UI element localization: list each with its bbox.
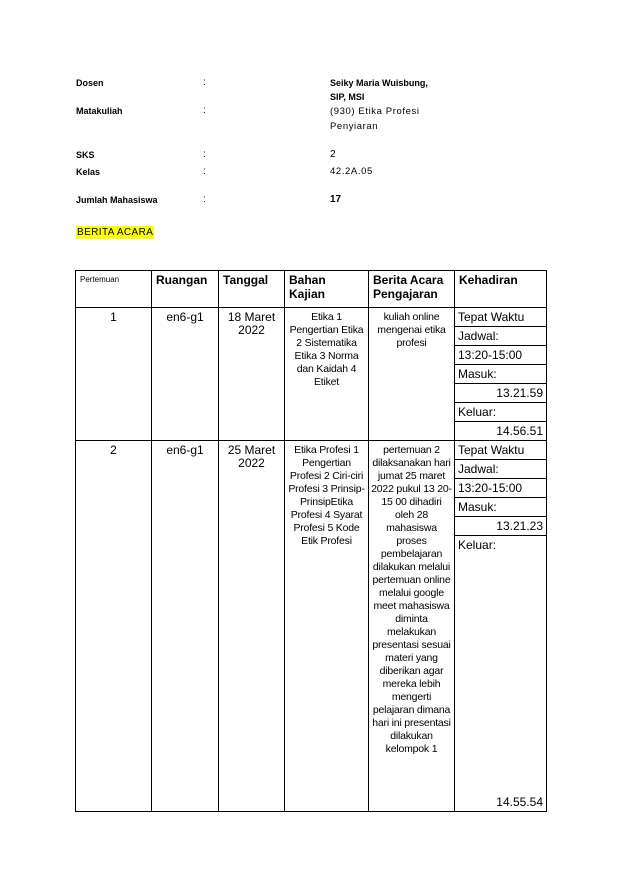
cell-tanggal: 18 Maret 2022 <box>219 308 285 441</box>
keluar-label: Keluar: <box>455 403 546 422</box>
table-row <box>76 441 547 812</box>
matakuliah-row <box>76 104 546 148</box>
colon: : <box>203 166 206 177</box>
cell-kehadiran <box>455 441 547 812</box>
kelas-label: Kelas <box>76 167 101 177</box>
matakuliah-value-line2: Penyiaran <box>330 121 379 132</box>
kehadiran-spacer <box>455 554 546 793</box>
keluar-value: 14.55.54 <box>496 795 543 809</box>
cell-pertemuan: 1 <box>76 308 152 441</box>
header-kehadiran: Kehadiran <box>455 271 547 308</box>
header-bahan: Bahan Kajian <box>285 271 369 308</box>
cell-kehadiran <box>455 308 547 441</box>
course-info <box>76 76 546 210</box>
kelas-row <box>76 165 546 193</box>
cell-berita: kuliah online mengenai etika profesi <box>369 308 455 441</box>
table-header-row <box>76 271 547 308</box>
header-tanggal: Tanggal <box>219 271 285 308</box>
header-berita: Berita Acara Pengajaran <box>369 271 455 308</box>
cell-ruangan: en6-g1 <box>152 308 219 441</box>
header-ruangan: Ruangan <box>152 271 219 308</box>
masuk-value: 13.21.23 <box>455 517 546 536</box>
cell-pertemuan: 2 <box>76 441 152 812</box>
colon: : <box>203 149 206 160</box>
dosen-label: Dosen <box>76 78 104 88</box>
tepat-waktu: Tepat Waktu <box>455 308 546 327</box>
masuk-label: Masuk: <box>455 498 546 517</box>
colon: : <box>203 194 206 205</box>
header-pertemuan: Pertemuan <box>76 271 152 308</box>
jumlah-value: 17 <box>330 194 342 205</box>
cell-bahan: Etika 1 Pengertian Etika 2 Sistematika Etika 3 Norma dan Kaidah 4 Etiket <box>285 308 369 441</box>
table-row <box>76 308 547 441</box>
masuk-value: 13.21.59 <box>455 384 546 403</box>
colon: : <box>203 77 206 88</box>
cell-bahan: Etika Profesi 1 Pengertian Profesi 2 Ciri-ciri Profesi 3 Prinsip-PrinsipEtika Profesi 4 Syarat Profesi 5 Kode Etik Profesi <box>285 441 369 812</box>
sks-row <box>76 148 546 165</box>
cell-tanggal: 25 Maret 2022 <box>219 441 285 812</box>
jadwal-value: 13:20-15:00 <box>455 479 546 498</box>
kehadiran-box <box>455 308 546 440</box>
jadwal-label: Jadwal: <box>455 460 546 479</box>
colon: : <box>203 105 206 116</box>
masuk-label: Masuk: <box>455 365 546 384</box>
dosen-row <box>76 76 546 104</box>
cell-ruangan: en6-g1 <box>152 441 219 812</box>
berita-acara-table <box>75 270 547 812</box>
matakuliah-value-line1: (930) Etika Profesi <box>330 106 420 117</box>
dosen-value-line2: SIP, MSI <box>330 92 365 102</box>
cell-berita: pertemuan 2 dilaksanakan hari jumat 25 maret 2022 pukul 13 20-15 00 dihadiri oleh 28 mahasiswa proses pembelajaran dilakukan melalui pertemuan online melalui google meet mahasiswa diminta melakukan presentasi sesuai materi yang diberikan agar mereka lebih mengerti pelajaran dimana hari ini presentasi dilakukan kelompok 1 <box>369 441 455 812</box>
kelas-value: 42.2A.05 <box>330 166 373 177</box>
kehadiran-box <box>455 441 546 811</box>
jadwal-label: Jadwal: <box>455 327 546 346</box>
dosen-value <box>330 76 470 104</box>
dosen-value-line1: Seiky Maria Wuisbung, <box>330 78 428 88</box>
jadwal-value: 13:20-15:00 <box>455 346 546 365</box>
section-title: BERITA ACARA <box>77 227 154 238</box>
sks-value: 2 <box>330 149 336 160</box>
matakuliah-value <box>330 104 470 134</box>
keluar-value: 14.56.51 <box>496 424 543 438</box>
jumlah-row <box>76 193 546 210</box>
sks-label: SKS <box>76 150 95 160</box>
jumlah-label: Jumlah Mahasiswa <box>76 195 158 205</box>
keluar-label: Keluar: <box>458 538 497 552</box>
tepat-waktu: Tepat Waktu <box>455 441 546 460</box>
matakuliah-label: Matakuliah <box>76 106 123 116</box>
